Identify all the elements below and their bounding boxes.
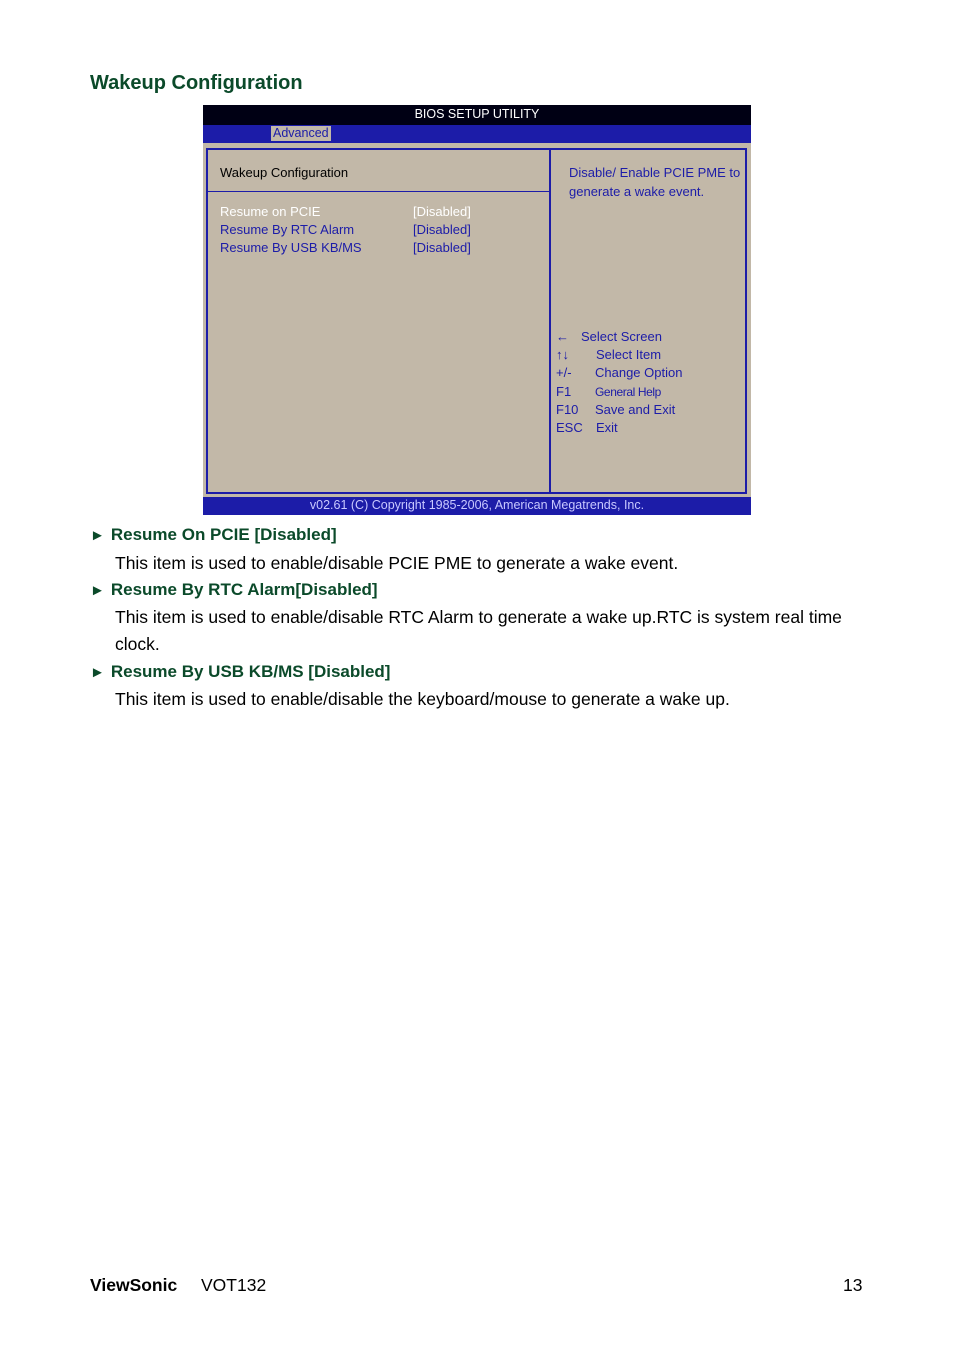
item-desc-resume-on-pcie: This item is used to enable/disable PCIE PME to generate a wake event. [115,553,679,573]
option-value: [Disabled] [413,240,471,255]
key-select-item: ↑↓ Select Item [556,347,662,362]
item-desc-resume-by-usb: This item is used to enable/disable the keyboard/mouse to generate a wake up. [115,689,730,709]
option-resume-on-pcie[interactable] [220,203,540,221]
page-number: 13 [843,1275,863,1295]
key-exit: ESC Exit [556,420,618,435]
section-title: Wakeup Configuration [220,165,349,180]
bios-title-bar: BIOS SETUP UTILITY [203,105,751,125]
key-save-and-exit: F10 Save and Exit [556,402,676,417]
page-heading: Wakeup Configuration [90,72,303,94]
triangle-right-icon: ► [90,527,105,544]
item-title-resume-on-pcie: ► Resume On PCIE [Disabled] [90,525,337,544]
key-select-screen: ← Select Screen [556,329,662,344]
key-general-help: F1 General Help [556,384,661,399]
tab-advanced[interactable]: Advanced [273,126,329,140]
bios-tab-bar [203,125,751,143]
option-resume-by-usb[interactable] [220,239,540,257]
item-title-resume-by-rtc: ► Resume By RTC Alarm[Disabled] [90,580,378,599]
option-label: Resume By RTC Alarm [220,222,355,237]
options-pane [206,148,549,494]
item-desc-resume-by-rtc: This item is used to enable/disable RTC Alarm to generate a wake up.RTC is system real time clock. [115,607,842,654]
option-label: Resume By USB KB/MS [220,240,362,255]
triangle-right-icon: ► [90,582,105,599]
help-text: Disable/ Enable PCIE PME to generate a wake event. [569,165,741,199]
section-divider [208,191,549,192]
footer-brand: ViewSonic [90,1275,178,1295]
bios-body [203,143,751,497]
left-arrow-icon: ← [556,329,569,344]
option-value: [Disabled] [413,222,471,237]
option-value: [Disabled] [413,204,471,219]
bios-copyright: v02.61 (C) Copyright 1985-2006, American Megatrends, Inc. [203,497,751,515]
item-title-resume-by-usb: ► Resume By USB KB/MS [Disabled] [90,662,391,681]
option-resume-by-rtc-alarm[interactable] [220,221,540,239]
triangle-right-icon: ► [90,664,105,681]
key-change-option: +/- Change Option [556,365,683,380]
footer-model: VOT132 [201,1275,267,1295]
up-down-arrow-icon: ↑↓ [556,347,569,362]
option-label: Resume on PCIE [220,204,321,219]
help-pane [549,148,747,494]
bios-screenshot [203,105,751,515]
